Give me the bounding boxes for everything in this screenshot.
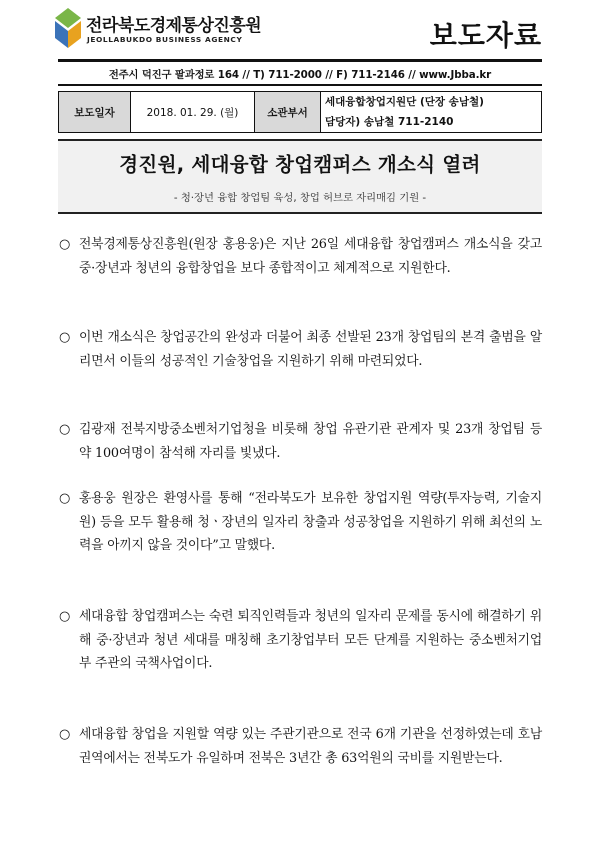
paragraph [58, 605, 542, 676]
department-name: 세대융합창업지원단 (단장 송남철) [321, 92, 542, 113]
release-info-table [58, 91, 542, 133]
paragraph-text: 전북경제통상진흥원(원장 홍용웅)은 지난 26일 세대융합 창업캠퍼스 개소식을 갖고 중·장년과 청년의 융합창업을 보다 종합적이고 체계적으로 지원한다. [79, 237, 542, 276]
release-date-label: 보도일자 [59, 92, 131, 133]
circle-bullet-icon: ○ [59, 609, 71, 624]
paragraph-text: 김광재 전북지방중소벤처기업청을 비롯해 창업 유관기관 관계자 및 23개 창업팀 등 약 100여명이 참석해 자리를 빛냈다. [79, 422, 542, 461]
paragraph-text: 이번 개소식은 창업공간의 완성과 더불어 최종 선발된 23개 창업팀의 본격 출범을 알리면서 이들의 성공적인 기술창업을 지원하기 위해 마련되었다. [79, 330, 542, 369]
circle-bullet-icon: ○ [59, 330, 71, 345]
department-contact: 담당자) 송남철 711-2140 [321, 112, 542, 133]
circle-bullet-icon: ○ [59, 727, 71, 742]
paragraph [58, 723, 542, 770]
release-date-value: 2018. 01. 29. (월) [131, 92, 255, 133]
circle-bullet-icon: ○ [59, 422, 71, 437]
paragraph [58, 418, 542, 465]
paragraph-text: 세대융합 창업을 지원할 역량 있는 주관기관으로 전국 6개 기관을 선정하였는데 호남권역에서는 전북도가 유일하며 전북은 3년간 총 63억원의 국비를 지원받는다. [79, 727, 542, 766]
paragraph-text: 홍용웅 원장은 환영사를 통해 “전라북도가 보유한 창업지원 역량(투자능력, 기술지원) 등을 모두 활용해 청ㆍ장년의 일자리 창출과 성공창업을 지원하기 위해 최선의 노력을 아끼지 않을 것이다”고 말했다. [79, 491, 542, 553]
paragraph [58, 233, 542, 280]
paragraph [58, 326, 542, 373]
header-rule [58, 59, 542, 62]
contact-rule [58, 84, 542, 86]
letterhead [0, 0, 600, 60]
document-type: 보도자료 [429, 19, 542, 52]
subheadline: - 청·장년 융합 창업팀 육성, 창업 허브로 자리매김 기원 - [173, 192, 427, 204]
circle-bullet-icon: ○ [59, 237, 71, 252]
contact-line: 전주시 덕진구 팔과정로 164 // T) 711-2000 // F) 711-2146 // www.Jbba.kr [108, 69, 492, 81]
org-name-korean: 전라북도경제통상진흥원 [86, 16, 262, 36]
headline: 경진원, 세대융합 창업캠퍼스 개소식 열려 [119, 153, 481, 176]
headline-box [58, 139, 542, 214]
paragraph [58, 487, 542, 558]
paragraph-text: 세대융합 창업캠퍼스는 숙련 퇴직인력들과 청년의 일자리 문제를 동시에 해결하기 위해 중·장년과 청년 세대를 매칭해 초기창업부터 모든 단계를 지원하는 중소벤처기업부 주관의 국책사업이다. [79, 609, 542, 671]
agency-logo-icon [55, 8, 81, 52]
department-label: 소관부서 [255, 92, 321, 133]
circle-bullet-icon: ○ [59, 491, 71, 506]
org-name-english: JEOLLABUKDO BUSINESS AGENCY [87, 35, 243, 44]
